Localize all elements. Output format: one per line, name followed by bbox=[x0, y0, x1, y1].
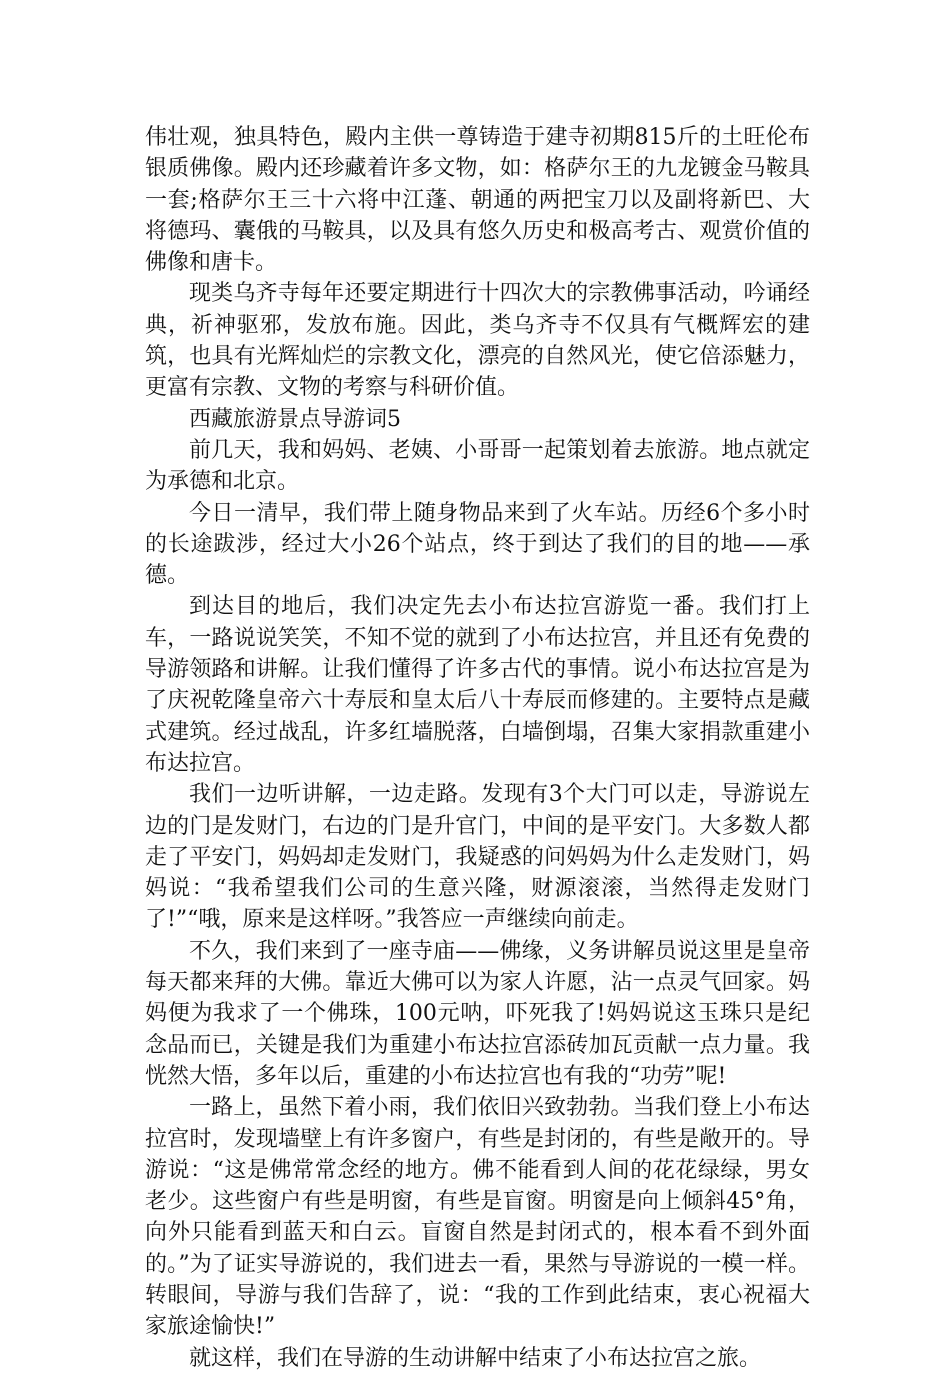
paragraph-9: 就这样，我们在导游的生动讲解中结束了小布达拉宫之旅。 bbox=[189, 1345, 762, 1371]
paragraph-6: 我们一边听讲解，一边走路。发现有3个大门可以走，导游说左边的门是发财门，右边的门是升官门，中间的是平安门。大多数人都走了平安门，妈妈却走发财门，我疑惑的问妈妈为什么走发财门，妈妈说：“我希望我们公司的生意兴隆，财源滚滚，当然得走发财门了!”“哦，原来是这样呀。”我答应一声继续向前走。 bbox=[145, 782, 810, 933]
paragraph-5: 到达目的地后，我们决定先去小布达拉宫游览一番。我们打上车，一路说说笑笑，不知不觉的就到了小布达拉宫，并且还有免费的导游领路和讲解。让我们懂得了许多古代的事情。说小布达拉宫是为了庆祝乾隆皇帝六十寿辰和皇太后八十寿辰而修建的。主要特点是藏式建筑。经过战乱，许多红墙脱落，白墙倒塌，召集大家捐款重建小布达拉宫。 bbox=[145, 594, 810, 776]
paragraph-3: 前几天，我和妈妈、老姨、小哥哥一起策划着去旅游。地点就定为承德和北京。 bbox=[145, 437, 810, 495]
document-page bbox=[145, 122, 810, 1374]
section-heading: 西藏旅游景点导游词5 bbox=[189, 406, 401, 432]
paragraph-8: 一路上，虽然下着小雨，我们依旧兴致勃勃。当我们登上小布达拉宫时，发现墙壁上有许多窗户，有些是封闭的，有些是敞开的。导游说：“这是佛常常念经的地方。佛不能看到人间的花花绿绿，男女老少。这些窗户有些是明窗，有些是盲窗。明窗是向上倾斜45°角，向外只能看到蓝天和白云。盲窗自然是封闭式的，根本看不到外面的。”为了证实导游说的，我们进去一看，果然与导游说的一模一样。转眼间，导游与我们告辞了，说：“我的工作到此结束，衷心祝福大家旅途愉快!” bbox=[145, 1095, 810, 1340]
paragraph-2: 现类乌齐寺每年还要定期进行十四次大的宗教佛事活动，吟诵经典，祈神驱邪，发放布施。因此，类乌齐寺不仅具有气概辉宏的建筑，也具有光辉灿烂的宗教文化，漂亮的自然风光，使它倍添魅力，更富有宗教、文物的考察与科研价值。 bbox=[145, 281, 810, 401]
paragraph-7: 不久，我们来到了一座寺庙——佛缘，义务讲解员说这里是皇帝每天都来拜的大佛。靠近大佛可以为家人许愿，沾一点灵气回家。妈妈便为我求了一个佛珠，100元呐，吓死我了!妈妈说这玉珠只是纪念品而已，关键是我们为重建小布达拉宫添砖加瓦贡献一点力量。我恍然大悟，多年以后，重建的小布达拉宫也有我的“功劳”呢! bbox=[145, 938, 810, 1089]
paragraph-1: 伟壮观，独具特色，殿内主供一尊铸造于建寺初期815斤的土旺伦布银质佛像。殿内还珍藏着许多文物，如：格萨尔王的九龙镀金马鞍具一套;格萨尔王三十六将中江蓬、朝通的两把宝刀以及副将新巴、大将德玛、囊俄的马鞍具，以及具有悠久历史和极高考古、观赏价值的佛像和唐卡。 bbox=[145, 125, 810, 276]
paragraph-4: 今日一清早，我们带上随身物品来到了火车站。历经6个多小时的长途跋涉，经过大小26个站点，终于到达了我们的目的地——承德。 bbox=[145, 500, 810, 589]
